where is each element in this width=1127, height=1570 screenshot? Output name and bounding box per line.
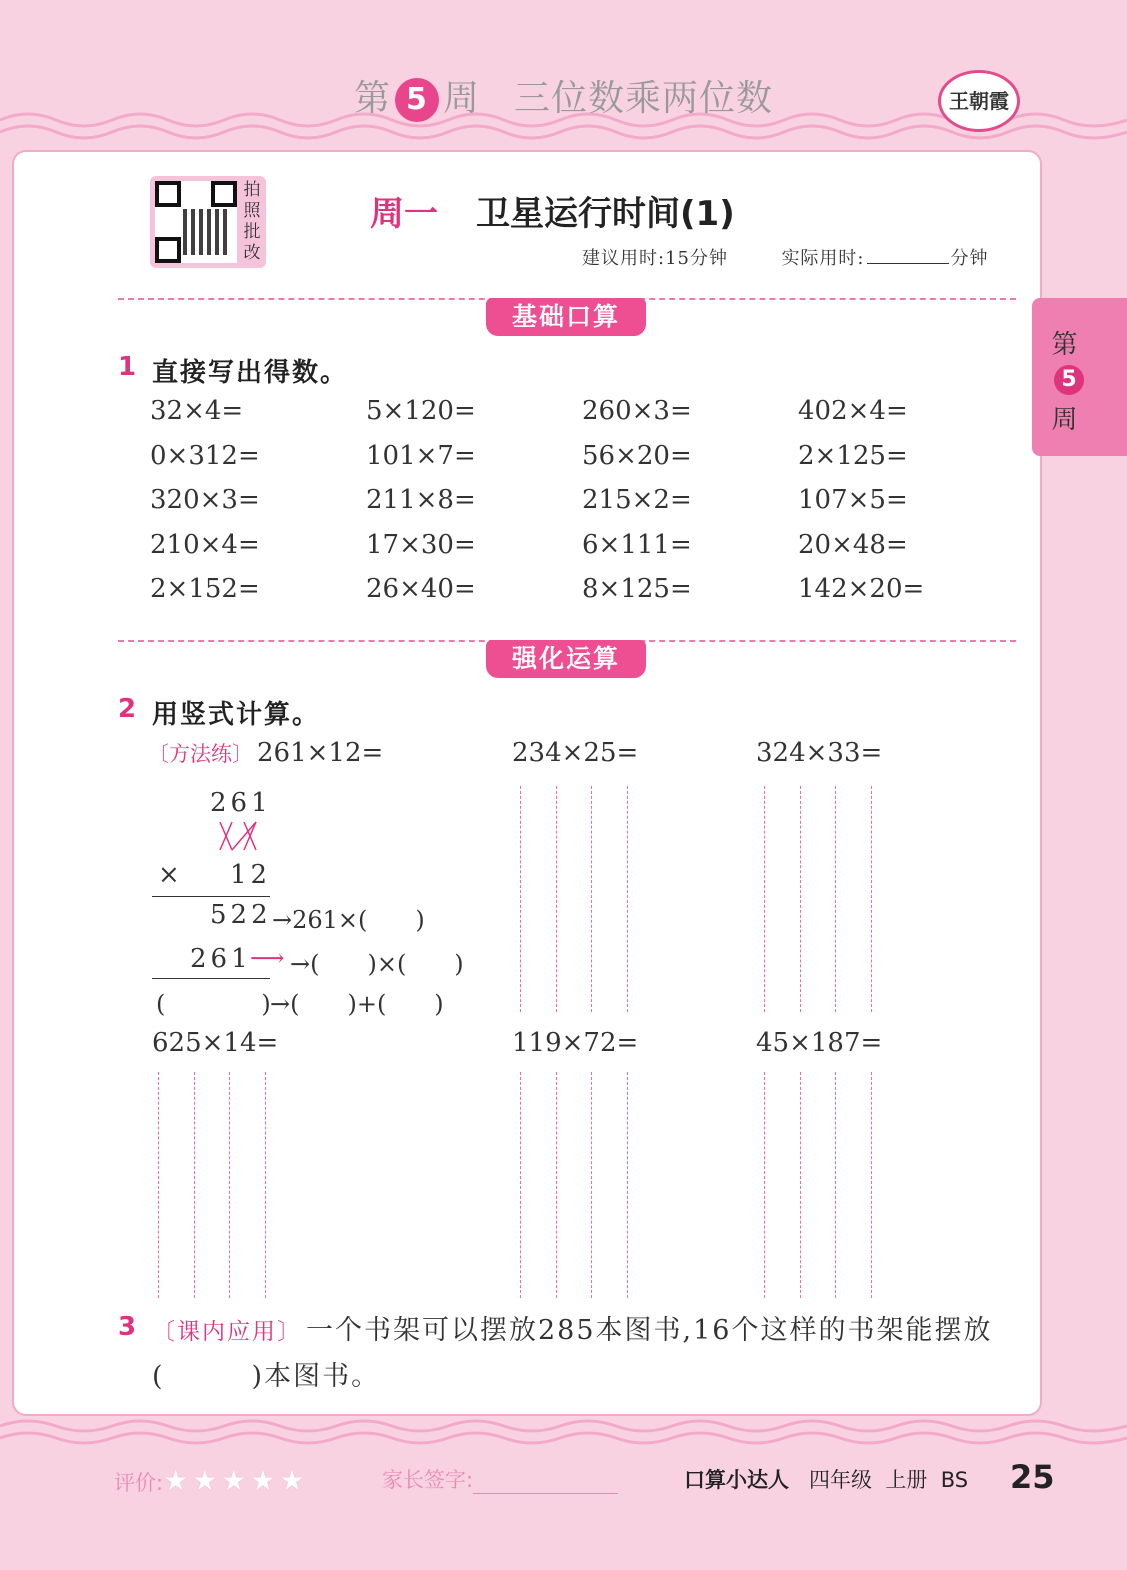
vertical-problem: 234×25=	[512, 738, 639, 768]
crossing-arrows-icon	[214, 818, 266, 852]
demo-partial-2: 261	[190, 944, 252, 974]
vertical-problem: 45×187=	[756, 1028, 883, 1058]
book-edition: BS	[940, 1468, 969, 1492]
working-column-line	[591, 1072, 592, 1298]
oral-problem: 2×125=	[798, 440, 908, 471]
lesson-day: 周一	[370, 194, 438, 234]
book-title: 口算小达人	[684, 1468, 789, 1492]
demo-partial-1: 522	[210, 900, 272, 930]
star-icon[interactable]: ★	[279, 1464, 305, 1497]
side-tab-bottom: 周	[1051, 405, 1078, 435]
working-column-line	[265, 1072, 266, 1298]
star-icon[interactable]: ★	[250, 1464, 276, 1497]
time-row	[582, 244, 989, 270]
working-column-line	[627, 1072, 628, 1298]
oral-problem: 215×2=	[582, 485, 692, 515]
content-panel	[12, 150, 1042, 1416]
working-column-line	[627, 786, 628, 1012]
week-prefix: 第	[353, 78, 391, 119]
working-column-line	[764, 786, 765, 1012]
working-column-line	[800, 786, 801, 1012]
working-column-line	[520, 1072, 521, 1298]
suggested-time: 建议用时:15分钟	[582, 248, 728, 269]
working-column-line	[800, 1072, 801, 1298]
oral-problem: 26×40=	[366, 574, 476, 604]
working-column-line	[194, 1072, 195, 1298]
section-pill-strengthen: 强化运算	[486, 640, 646, 678]
demo-rule	[152, 978, 270, 979]
question-answer-line-3[interactable]: ( )本图书。	[152, 1361, 381, 1392]
qr-code-icon	[155, 181, 237, 263]
side-tab-top: 第	[1051, 330, 1078, 360]
working-column-line	[835, 786, 836, 1012]
question-text-2: 用竖式计算。	[152, 700, 321, 730]
vertical-problem: 324×33=	[756, 738, 883, 768]
oral-problem: 210×4=	[150, 529, 260, 560]
star-icon[interactable]: ★	[163, 1464, 189, 1497]
question-number-1: 1	[118, 352, 137, 382]
oral-problem: 101×7=	[366, 440, 476, 471]
book-grade: 四年级	[809, 1468, 872, 1492]
actual-time-unit: 分钟	[950, 248, 989, 269]
working-column-line	[764, 1072, 765, 1298]
section-pill-basic: 基础口算	[486, 298, 646, 336]
demo-rule	[152, 896, 270, 897]
demo-multiplicand: 261	[210, 788, 272, 818]
week-number-badge: 5	[395, 78, 439, 122]
oral-problem: 260×3=	[582, 396, 692, 426]
demo-times-sign: ×	[158, 860, 184, 890]
parent-signature	[382, 1464, 618, 1494]
working-column-line	[871, 1072, 872, 1298]
qr-label: 拍 照 批 改	[243, 180, 261, 263]
working-column-line	[591, 786, 592, 1012]
page-number: 25	[1010, 1458, 1055, 1496]
actual-time-blank[interactable]	[867, 263, 949, 264]
demo-result-blank[interactable]: ( )	[156, 990, 271, 1018]
unit-title: 三位数乘两位数	[514, 78, 774, 119]
working-column-line	[229, 1072, 230, 1298]
week-side-tab[interactable]	[1032, 298, 1127, 456]
vertical-problem	[148, 738, 383, 768]
oral-problem: 17×30=	[366, 529, 476, 560]
working-column-line	[520, 786, 521, 1012]
method-tag: 〔方法练〕	[148, 742, 253, 766]
oral-problem: 20×48=	[798, 529, 908, 560]
application-tag: 〔课内应用〕	[152, 1319, 302, 1345]
vertical-problem: 119×72=	[512, 1028, 639, 1058]
book-volume: 上册	[885, 1468, 928, 1492]
oral-problem: 107×5=	[798, 485, 908, 515]
oral-problem: 402×4=	[798, 396, 908, 426]
oral-problem: 56×20=	[582, 440, 692, 471]
evaluation-label: 评价:	[114, 1471, 164, 1495]
side-tab-number: 5	[1054, 365, 1084, 395]
question-text-3	[152, 1308, 1022, 1347]
qr-code-box[interactable]	[150, 176, 266, 268]
book-info	[684, 1464, 968, 1494]
working-column-line	[871, 786, 872, 1012]
question-number-2: 2	[118, 694, 137, 724]
working-column-line	[556, 1072, 557, 1298]
oral-problem: 8×125=	[582, 574, 692, 604]
demo-hint-arrow: ⟶	[250, 944, 285, 972]
evaluation	[114, 1464, 309, 1497]
demo-hint-1: →261×( )	[272, 906, 425, 934]
working-column-line	[556, 786, 557, 1012]
brand-logo: 王朝霞	[938, 70, 1020, 132]
oral-problem: 32×4=	[150, 396, 244, 426]
oral-problem: 2×152=	[150, 574, 260, 604]
lesson-name: 卫星运行时间(1)	[476, 194, 735, 234]
demo-hint-3: →( )+( )	[270, 990, 444, 1018]
bottom-wave-band	[0, 1412, 1127, 1452]
working-column-line	[158, 1072, 159, 1298]
signature-blank[interactable]	[473, 1493, 618, 1494]
week-suffix: 周	[442, 78, 480, 119]
oral-problem: 320×3=	[150, 485, 260, 515]
oral-problem: 6×111=	[582, 529, 692, 560]
oral-problem: 0×312=	[150, 440, 260, 471]
question-text-1: 直接写出得数。	[152, 358, 349, 388]
star-icon[interactable]: ★	[221, 1464, 247, 1497]
oral-problem: 211×8=	[366, 485, 476, 515]
demo-multiplier: 12	[230, 860, 272, 890]
vertical-problem: 625×14=	[152, 1028, 279, 1058]
actual-time-label: 实际用时:	[781, 248, 865, 269]
working-column-line	[835, 1072, 836, 1298]
oral-problem: 5×120=	[366, 396, 476, 426]
question-number-3: 3	[118, 1312, 137, 1342]
oral-problem: 142×20=	[798, 574, 925, 604]
star-icon[interactable]: ★	[192, 1464, 218, 1497]
demo-hint-2: →( )×( )	[290, 950, 464, 978]
lesson-title	[370, 186, 735, 235]
application-text: 一个书架可以摆放285本图书,16个这样的书架能摆放	[306, 1315, 993, 1346]
problem-text: 261×12=	[257, 738, 384, 768]
rating-stars	[163, 1464, 309, 1497]
signature-label: 家长签字:	[382, 1468, 474, 1492]
footer	[0, 1458, 1127, 1504]
